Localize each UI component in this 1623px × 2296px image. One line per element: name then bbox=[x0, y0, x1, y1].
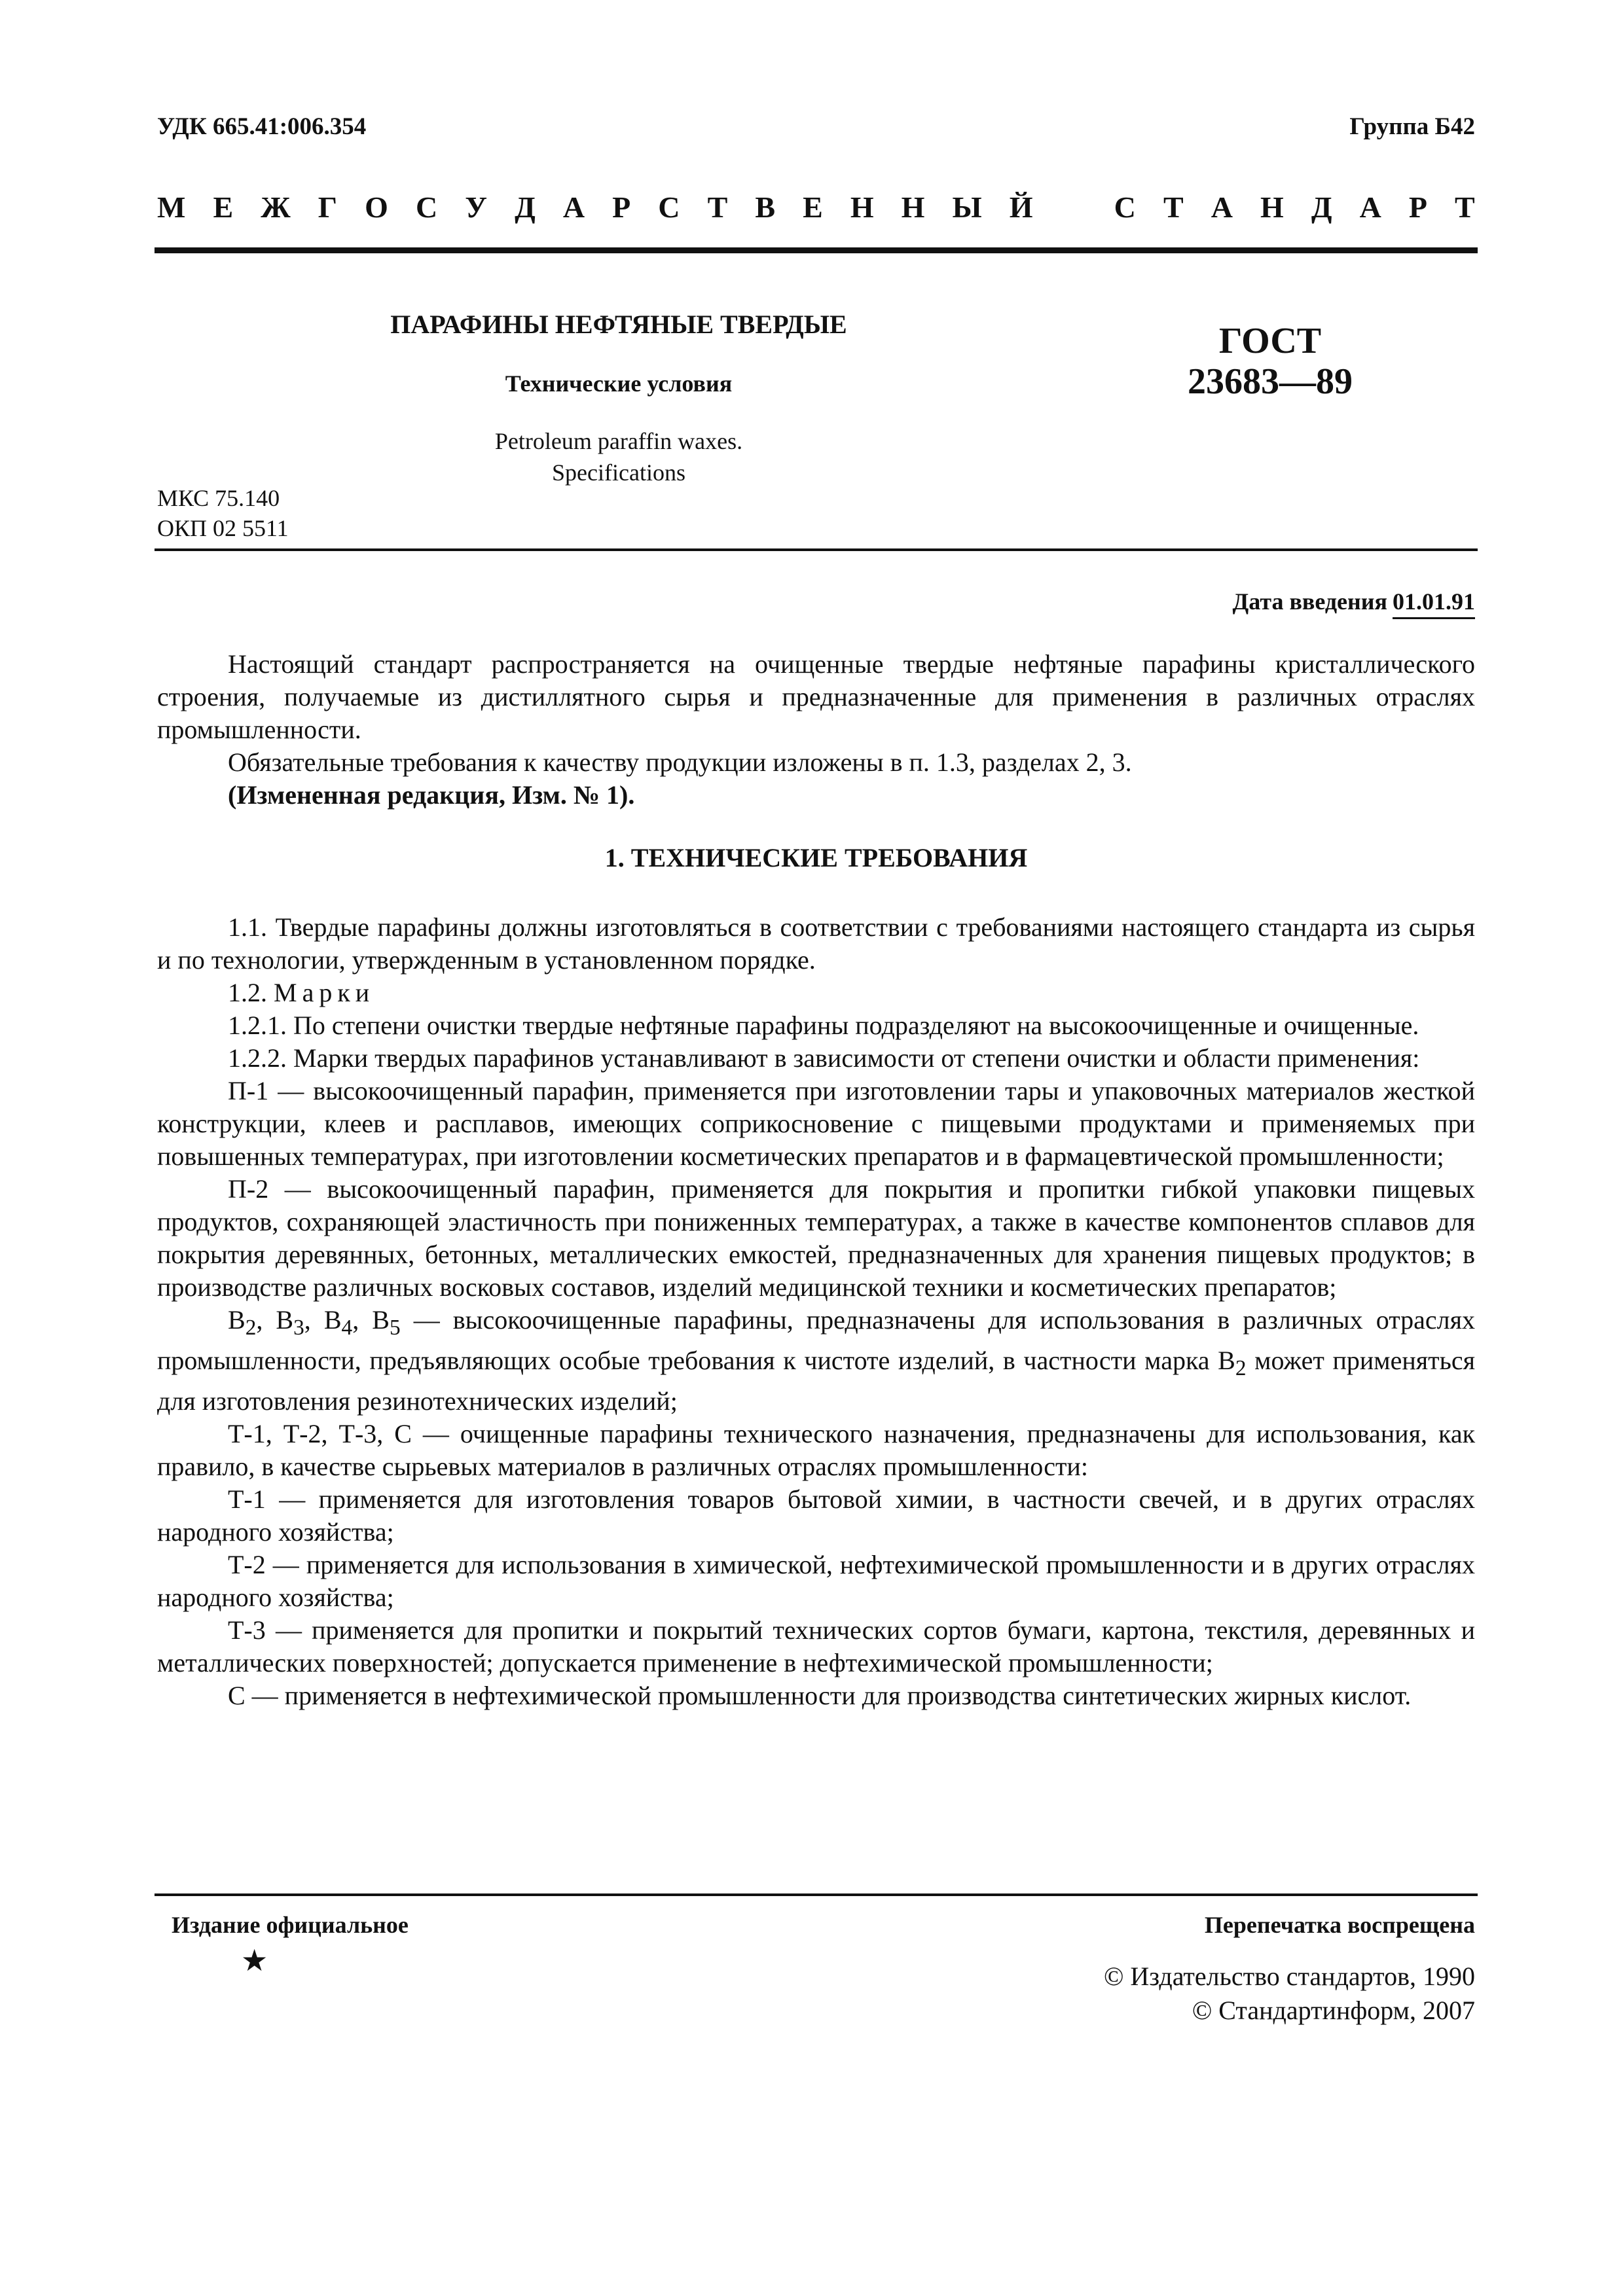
grade-subscript: 4 bbox=[341, 1316, 353, 1340]
paragraph: Настоящий стандарт распространяется на очищенные твердые нефтяные парафины кристаллического строения, получаемые из дистиллятного сырья и предназначенные для применения в различных отраслях промышленности. bbox=[157, 649, 1475, 744]
paragraph: 1.1. Твердые парафины должны изготовляться в соответствии с требованиями настоящего стандарта из сырья и по технологии, утвержденным в установленном порядке. bbox=[157, 912, 1475, 975]
copyright-line: © Стандартинформ, 2007 bbox=[1192, 1996, 1475, 2025]
grade-p2: П-2 — высокоочищенный парафин, применяется для покрытия и пропитки гибкой упаковки пищевых продуктов, сохраняющей эластичность при пониженных температурах, а также в качестве компонентов сплавов для покрытия деревянных, бетонных, металлических емкостей, предназначенных для хранения пищевых продуктов; в производстве различных восковых составов, изделий медицинской техники и косметических препаратов; bbox=[157, 1174, 1475, 1302]
introduction-date bbox=[1233, 588, 1476, 615]
header-thick-rule bbox=[155, 247, 1478, 253]
english-title-line: Petroleum paraffin waxes. bbox=[494, 428, 743, 454]
clause-1-2 bbox=[157, 977, 1475, 1009]
udk-code: УДК 665.41:006.354 bbox=[157, 113, 367, 140]
star-icon: ★ bbox=[241, 1944, 268, 1977]
grade-letter: В bbox=[228, 1305, 246, 1335]
document-body bbox=[157, 648, 1475, 1712]
banner-letter: Т bbox=[707, 190, 728, 224]
paragraph: 1.2.2. Марки твердых парафинов устанавливают в зависимости от степени очистки и области применения: bbox=[228, 1043, 1420, 1073]
banner-letter: Ы bbox=[952, 190, 982, 224]
reprint-prohibited: Перепечатка воспрещена bbox=[1204, 1912, 1475, 1938]
document-subtitle: Технические условия bbox=[505, 370, 733, 397]
grade-t1: Т-1 — применяется для изготовления товаров бытовой химии, в частности свечей, и в других отраслях народного хозяйства; bbox=[157, 1484, 1475, 1547]
grade-subscript: 5 bbox=[389, 1316, 401, 1340]
banner-letter: А bbox=[1211, 190, 1233, 224]
grade-t3: Т-3 — применяется для пропитки и покрытий технических сортов бумаги, картона, текстиля, деревянных и металлических поверхностей; допускается применение в нефтехимической промышленности; bbox=[157, 1615, 1475, 1677]
grade-letter: В bbox=[372, 1305, 390, 1335]
banner-letter: У bbox=[465, 190, 488, 224]
banner-letter: Н bbox=[901, 190, 925, 224]
group-code: Группа Б42 bbox=[1349, 113, 1475, 140]
section-heading: 1. ТЕХНИЧЕСКИЕ ТРЕБОВАНИЯ bbox=[604, 843, 1028, 872]
grade-letter: В bbox=[276, 1305, 294, 1335]
amendment-note: (Измененная редакция, Изм. № 1). bbox=[228, 780, 635, 810]
mks-code: МКС 75.140 bbox=[157, 485, 280, 511]
grade-v-text: — высокоочищенные парафины, предназначены для использования в различных отраслях промышленности, предъявляющих особые требования к чистоте изделий, в частности марка bbox=[157, 1305, 1476, 1375]
clause-number: 1.2. bbox=[228, 978, 267, 1007]
banner-letter: Е bbox=[803, 190, 823, 224]
copyright-block bbox=[1104, 1960, 1475, 2028]
banner-letter: Ж bbox=[261, 190, 291, 224]
banner-letter: С bbox=[658, 190, 680, 224]
banner-letter: С bbox=[415, 190, 438, 224]
grade-p1: П-1 — высокоочищенный парафин, применяется при изготовлении тары и упаковочных материалов жесткой конструкции, клеев и расплавов, имеющих соприкосновение с пищевыми продуктами и применяемых при повышенных температурах, при изготовлении косметических препаратов и в фармацевтической промышленности; bbox=[157, 1076, 1475, 1171]
banner-letter: В bbox=[755, 190, 776, 224]
gost-number: 23683—89 bbox=[1188, 361, 1353, 402]
banner-letter: М bbox=[157, 190, 186, 224]
paragraph: Обязательные требования к качеству продукции изложены в п. 1.3, разделах 2, 3. bbox=[228, 747, 1132, 777]
interstate-standard-banner bbox=[157, 190, 1475, 224]
english-title-line: Specifications bbox=[552, 459, 685, 486]
banner-gap bbox=[1061, 190, 1087, 224]
banner-letter: Е bbox=[213, 190, 234, 224]
classification-codes bbox=[157, 483, 289, 543]
grade-v-tail: может применяться для изготовления резинотехнических изделий; bbox=[157, 1346, 1475, 1416]
document-title: ПАРАФИНЫ НЕФТЯНЫЕ ТВЕРДЫЕ bbox=[390, 310, 847, 339]
grade-c: С — применяется в нефтехимической промышленности для производства синтетических жирных кислот. bbox=[228, 1681, 1412, 1710]
banner-letter: Н bbox=[1260, 190, 1284, 224]
banner-letter: А bbox=[1359, 190, 1381, 224]
introduction-date-value: 01.01.91 bbox=[1393, 588, 1475, 619]
banner-letter: Н bbox=[850, 190, 874, 224]
banner-letter: Р bbox=[1408, 190, 1427, 224]
banner-letter: Й bbox=[1009, 190, 1033, 224]
okp-code: ОКП 02 5511 bbox=[157, 515, 289, 541]
official-edition: Издание официальное bbox=[172, 1912, 409, 1938]
banner-letter: О bbox=[365, 190, 388, 224]
banner-letter: Т bbox=[1163, 190, 1184, 224]
title-block-rule bbox=[155, 548, 1478, 551]
gost-designation bbox=[1172, 321, 1368, 402]
grade-subscript: 2 bbox=[1235, 1356, 1247, 1380]
grade-technical: Т-1, Т-2, Т-3, С — очищенные парафины технического назначения, предназначены для использования, как правило, в качестве сырьевых материалов в различных отраслях промышленности: bbox=[157, 1419, 1475, 1481]
grade-v: $В_2$, $В_3$, $В_4$, $В_5$ — высокоочищенные парафины, предназначены для использования в различных отраслях промышленности, предъявляющих особые требования к чистоте изделий, в частности марка $В_2$ может применяться для изготовления резинотехнических изделий; bbox=[157, 1305, 1476, 1416]
banner-letter: Г bbox=[318, 190, 338, 224]
grade-subscript: 2 bbox=[245, 1316, 257, 1340]
introduction-date-label: Дата введения bbox=[1232, 588, 1387, 615]
english-title bbox=[347, 425, 890, 488]
footer-rule bbox=[155, 1893, 1478, 1896]
grade-letter: В bbox=[323, 1305, 342, 1335]
banner-letter: С bbox=[1114, 190, 1136, 224]
copyright-line: © Издательство стандартов, 1990 bbox=[1103, 1962, 1475, 1991]
banner-letter: Д bbox=[1311, 190, 1332, 224]
grade-letter: В bbox=[1218, 1346, 1235, 1375]
grade-t2: Т-2 — применяется для использования в химической, нефтехимической промышленности и в других отраслях народного хозяйства; bbox=[157, 1550, 1475, 1612]
paragraph: 1.2.1. По степени очистки твердые нефтяные парафины подразделяют на высокоочищенные и очищенные. bbox=[228, 1011, 1419, 1040]
grade-subscript: 3 bbox=[293, 1316, 304, 1340]
banner-letter: Р bbox=[612, 190, 631, 224]
banner-letter: Д bbox=[515, 190, 536, 224]
banner-letter: Т bbox=[1455, 190, 1475, 224]
banner-letter: А bbox=[562, 190, 585, 224]
gost-label: ГОСТ bbox=[1218, 321, 1322, 361]
clause-title: Марки bbox=[274, 978, 375, 1007]
